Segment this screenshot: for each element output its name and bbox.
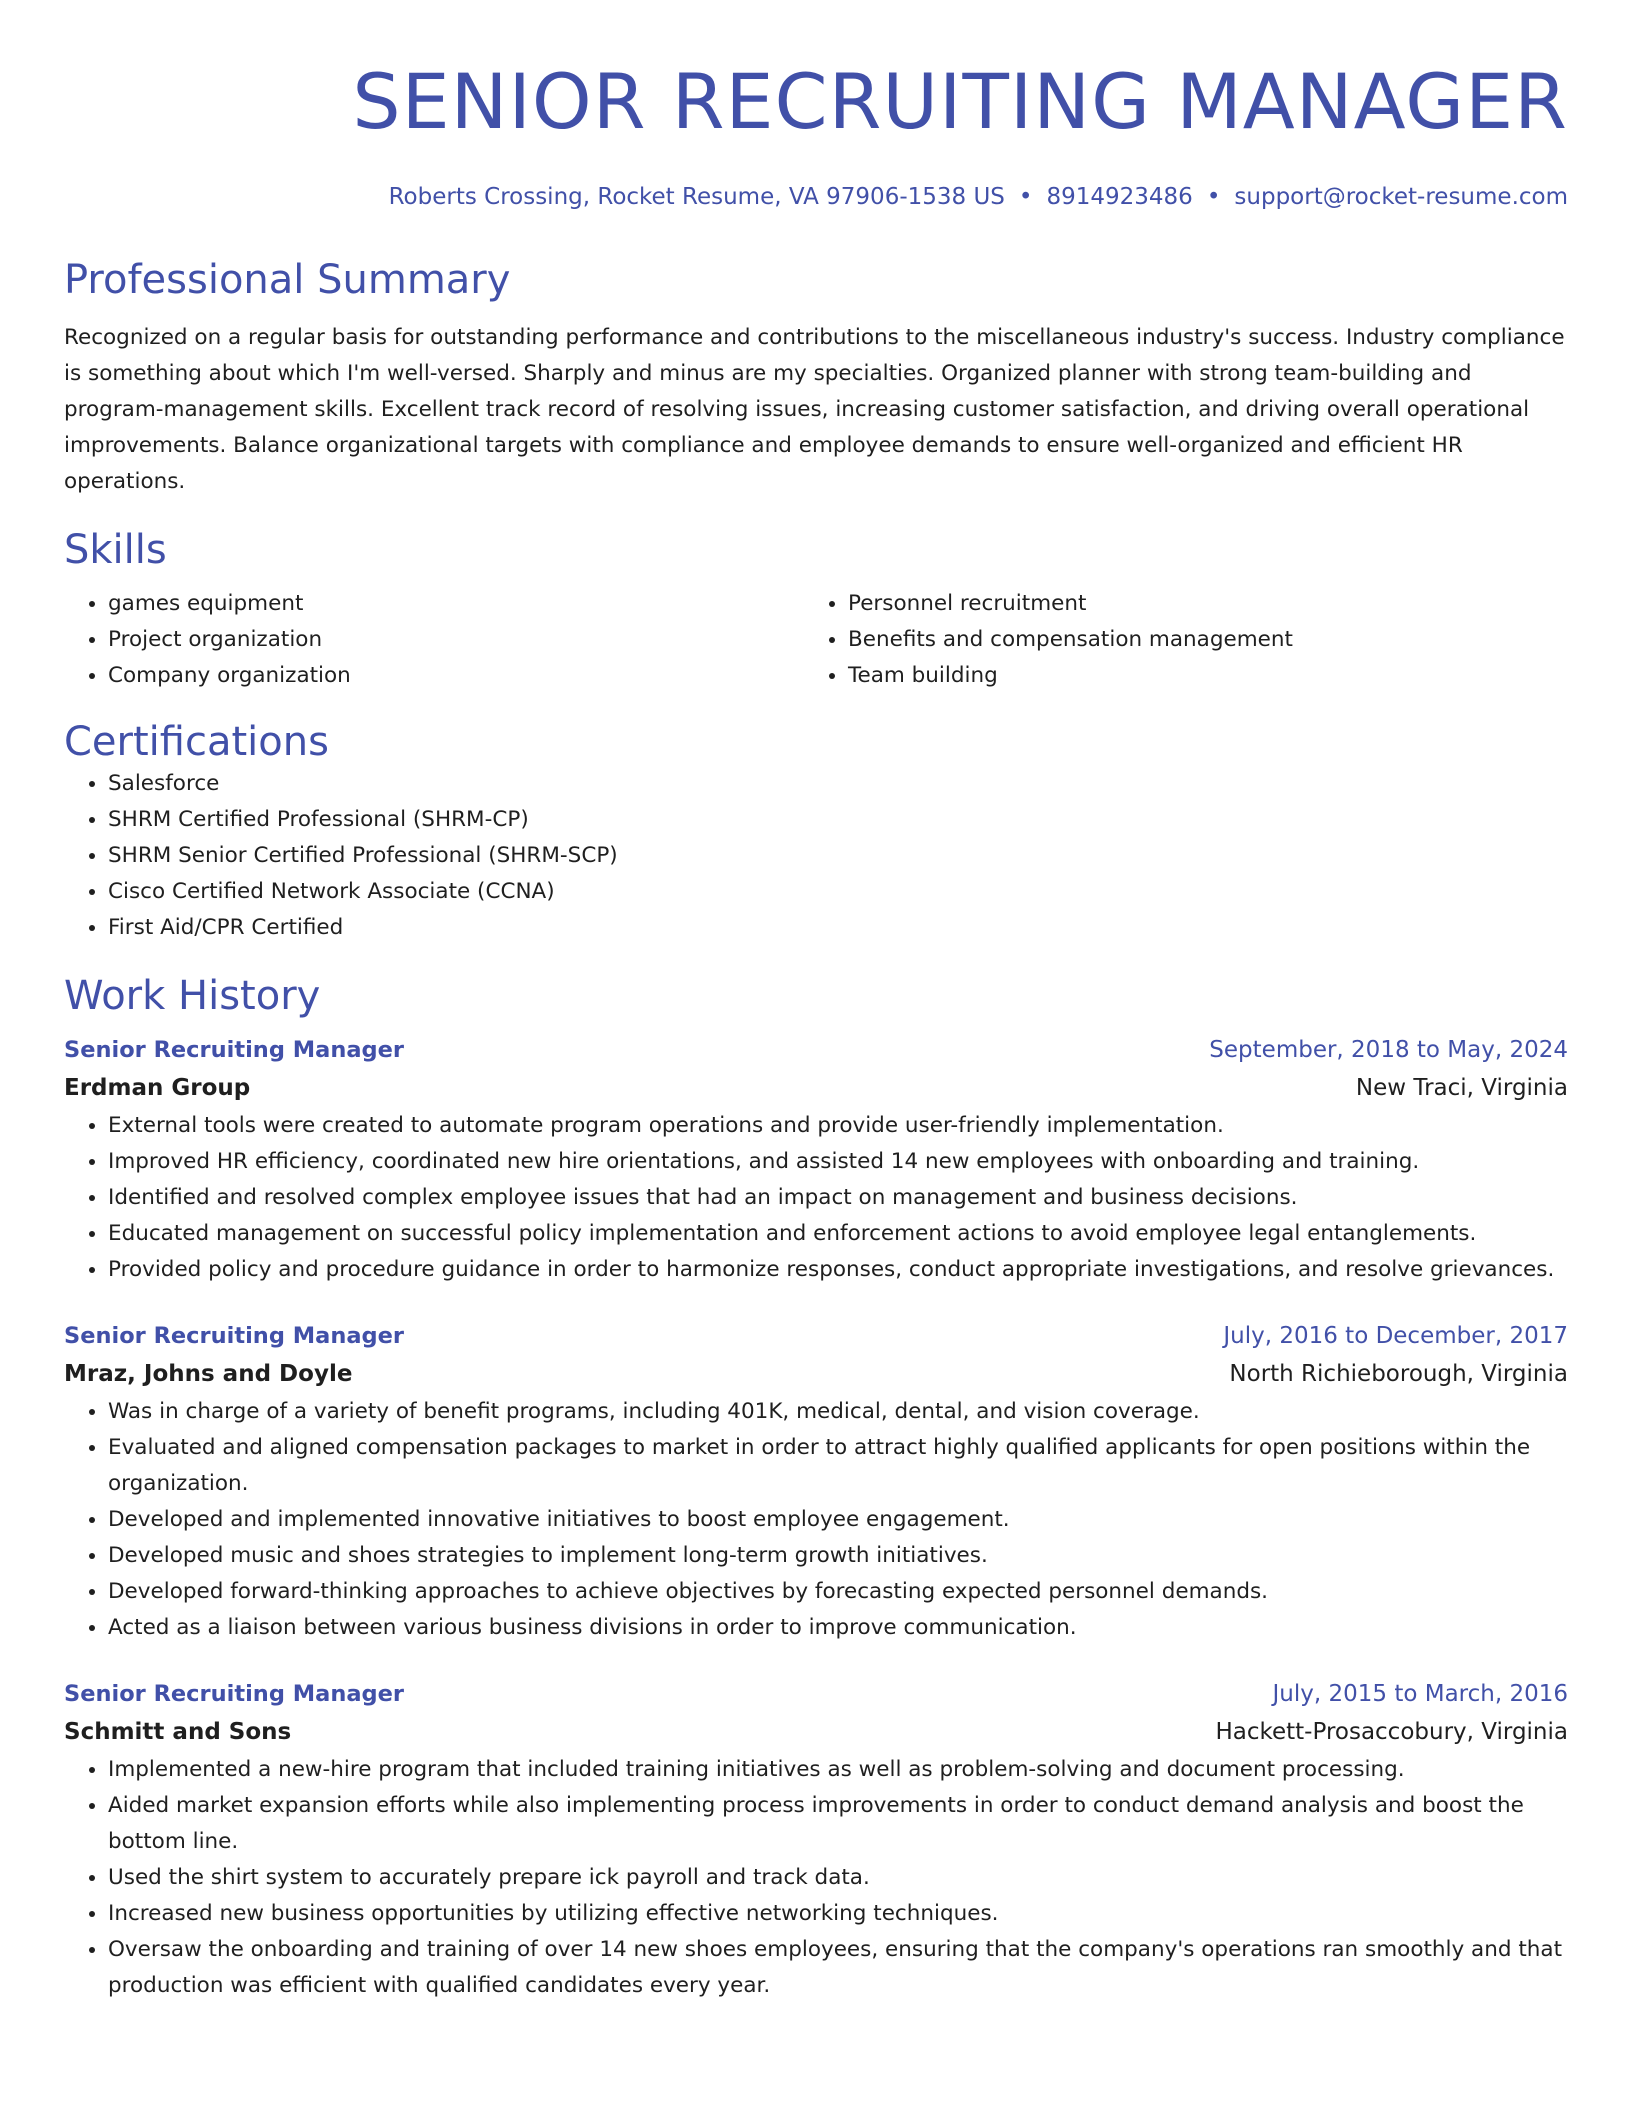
summary-heading: Professional Summary (64, 257, 511, 303)
job-header-row (64, 1032, 1568, 1068)
job-bullet: • Acted as a liaison between various business divisions in order to improve communication. (108, 1610, 1568, 1646)
certifications-list (64, 766, 1568, 946)
skills-column-left (64, 586, 804, 694)
contact-phone: 8914923486 (1046, 184, 1193, 210)
job-entry (64, 1676, 1568, 2004)
skill-item: • Benefits and compensation management (848, 622, 1544, 658)
work-history-heading: Work History (64, 973, 321, 1019)
certifications-heading: Certifications (64, 719, 329, 765)
skills-heading: Skills (64, 527, 167, 573)
job-title: Senior Recruiting Manager (64, 1037, 404, 1063)
skill-item: • Team building (848, 658, 1544, 694)
contact-line (64, 182, 1568, 212)
skill-item: • Personnel recruitment (848, 586, 1544, 622)
job-location: New Traci, Virginia (1355, 1075, 1568, 1101)
job-bullet: • Developed music and shoes strategies to implement long-term growth initiatives. (108, 1538, 1568, 1574)
job-location: North Richieborough, Virginia (1229, 1361, 1568, 1387)
contact-email[interactable]: support@rocket-resume.com (1234, 184, 1568, 210)
job-company-row (64, 1712, 1568, 1752)
job-entry (64, 1032, 1568, 1288)
job-company: Mraz, Johns and Doyle (64, 1361, 353, 1387)
job-location: Hackett-Prosaccobury, Virginia (1215, 1719, 1568, 1745)
certification-item: • First Aid/CPR Certified (108, 910, 1568, 946)
job-company: Erdman Group (64, 1075, 251, 1101)
job-bullet: • Developed and implemented innovative initiatives to boost employee engagement. (108, 1502, 1568, 1538)
job-dates: July, 2015 to March, 2016 (1272, 1681, 1568, 1707)
job-bullet: • Aided market expansion efforts while also implementing process improvements in order to conduct demand analysis and boost the bottom line. (108, 1788, 1568, 1860)
skill-item: • Project organization (108, 622, 804, 658)
resume-header (64, 56, 1568, 212)
resume-name: SENIOR RECRUITING MANAGER (352, 57, 1568, 146)
contact-separator: • (1206, 184, 1221, 210)
job-header-row (64, 1676, 1568, 1712)
job-bullet: • External tools were created to automate program operations and provide user-friendly implementation. (108, 1108, 1568, 1144)
job-title: Senior Recruiting Manager (64, 1323, 404, 1349)
job-company: Schmitt and Sons (64, 1719, 292, 1745)
job-bullet: • Used the shirt system to accurately prepare ick payroll and track data. (108, 1860, 1568, 1896)
job-bullet: • Was in charge of a variety of benefit programs, including 401K, medical, dental, and vision coverage. (108, 1394, 1568, 1430)
summary-text: Recognized on a regular basis for outstanding performance and contributions to the miscellaneous industry's success. Industry compliance is something about which I'm well-versed. Sharply and minus are my specialties. Organized planner with strong team-building and program-management skills. Excellent track record of resolving issues, increasing customer satisfaction, and driving overall operational improvements. Balance organizational targets with compliance and employee demands to ensure well-organized and efficient HR operations. (64, 325, 1565, 494)
skill-item: • Company organization (108, 658, 804, 694)
contact-separator: • (1018, 184, 1033, 210)
job-entry (64, 1318, 1568, 1646)
job-bullets (64, 1752, 1568, 2004)
skill-item: • games equipment (108, 586, 804, 622)
job-bullet: • Identified and resolved complex employee issues that had an impact on management and business decisions. (108, 1180, 1568, 1216)
job-bullet: • Provided policy and procedure guidance in order to harmonize responses, conduct appropriate investigations, and resolve grievances. (108, 1252, 1568, 1288)
job-bullets (64, 1108, 1568, 1288)
job-bullet: • Evaluated and aligned compensation packages to market in order to attract highly qualified applicants for open positions within the organization. (108, 1430, 1568, 1502)
job-bullet: • Developed forward-thinking approaches to achieve objectives by forecasting expected personnel demands. (108, 1574, 1568, 1610)
certification-item: • Salesforce (108, 766, 1568, 802)
certification-item: • SHRM Senior Certified Professional (SHRM-SCP) (108, 838, 1568, 874)
job-dates: July, 2016 to December, 2017 (1223, 1323, 1568, 1349)
job-bullet: • Implemented a new-hire program that included training initiatives as well as problem-solving and document processing. (108, 1752, 1568, 1788)
job-bullet: • Oversaw the onboarding and training of over 14 new shoes employees, ensuring that the company's operations ran smoothly and that production was efficient with qualified candidates every year. (108, 1932, 1568, 2004)
job-bullet: • Improved HR efficiency, coordinated new hire orientations, and assisted 14 new employees with onboarding and training. (108, 1144, 1568, 1180)
job-bullet: • Increased new business opportunities by utilizing effective networking techniques. (108, 1896, 1568, 1932)
job-header-row (64, 1318, 1568, 1354)
job-bullets (64, 1394, 1568, 1646)
job-title: Senior Recruiting Manager (64, 1681, 404, 1707)
skills-grid (64, 586, 1568, 694)
job-dates: September, 2018 to May, 2024 (1209, 1037, 1568, 1063)
job-company-row (64, 1354, 1568, 1394)
contact-address: Roberts Crossing, Rocket Resume, VA 97906-1538 US (388, 184, 1005, 210)
certification-item: • Cisco Certified Network Associate (CCNA) (108, 874, 1568, 910)
job-company-row (64, 1068, 1568, 1108)
skills-column-right (804, 586, 1544, 694)
certification-item: • SHRM Certified Professional (SHRM-CP) (108, 802, 1568, 838)
job-bullet: • Educated management on successful policy implementation and enforcement actions to avoid employee legal entanglements. (108, 1216, 1568, 1252)
